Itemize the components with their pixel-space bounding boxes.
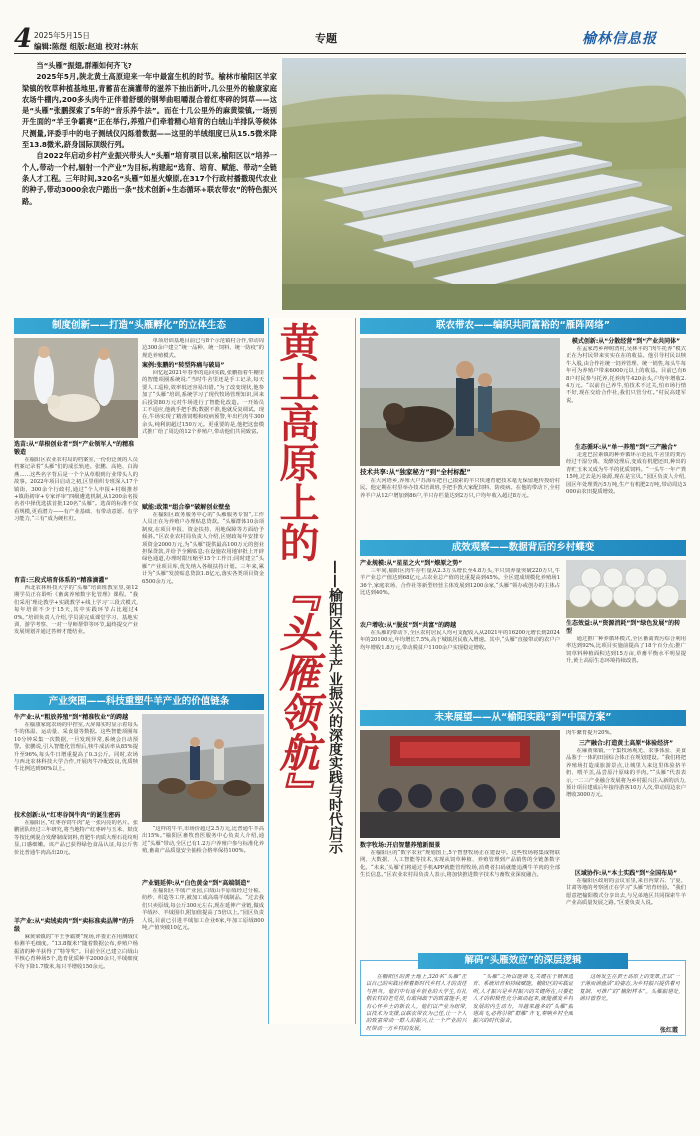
meeting-illustration bbox=[360, 730, 560, 838]
subheading-integration: 三产融合:打造黄土高原“体验经济” bbox=[578, 740, 674, 747]
subheading-sheep: 羊产业:从“卖绒卖肉”到“卖标准卖品牌”的升级 bbox=[14, 918, 135, 933]
header-rule bbox=[14, 53, 686, 54]
technician-photo bbox=[360, 338, 560, 466]
closing-paragraph: 在榆阳区的黄土地上,320名“头雁”正以自己的实践诠释着新时代乡村人才的责任与担当。他们中有返乡创业的大学生,有扎根农村的老党员,有敢闯敢干的致富能手,更有心怀乡土的新农人。他们以产业为纽带,以技术为支撑,以联农带农为己任,让一个人的致富带动一群人的振兴,让一个产业的兴旺带动一方乡村的发展。 bbox=[366, 974, 467, 1032]
closing-paragraph: 这场发生在黄土高原上的变革,正以“一子落而满盘活”的姿态,为乡村振兴提供着可复制、可推广的“榆阳样本”。头雁振翅处,满目皆春光。 bbox=[579, 974, 681, 1003]
right-column-text-5 bbox=[566, 730, 686, 950]
subheading-region: 区域协作:从“本土实践”到“全国布局” bbox=[574, 870, 678, 877]
meeting-photo bbox=[360, 730, 560, 838]
subheading-tech: 技术创新:从“红枣谷饲牛肉”的诞生密码 bbox=[14, 812, 121, 819]
photo-caption: 技术共享:从“独家秘方”到“全村标配” bbox=[360, 468, 471, 476]
page-number: 4 bbox=[14, 24, 33, 54]
barn-illustration bbox=[142, 714, 264, 822]
body-paragraph: 在榆阳区政务服务中心的“头雁服务专窗”,工作人员正在为养殖户办理贴息贷款。“头雁群体10余项制度,在项目申报、资金扶持、用地保障等方面给予倾斜。”区农业农村局负责人介绍,区财政每年安排专项资金2000万元,为“头雁”提供最高100万元的创业担保贷款,并给予全额贴息;在设施农用地审批上开辟绿色通道,办理时限压缩至15个工作日;同时建立“头雁”产业项目库,优先纳入各级扶持计划。三年来,累计为“头雁”发放贴息贷款1.8亿元,落实各类项目资金6500余万元。 bbox=[142, 512, 264, 585]
closing-col-3 bbox=[579, 974, 680, 1034]
left-column-text-2 bbox=[142, 338, 264, 688]
subheading-model: 模式创新:从“分散经营”到“产业共同体” bbox=[571, 338, 681, 345]
body-paragraph: 回忆起2021年春季的巡回实践,张鹏指着牛棚里的智能项圈系统说:“当时牛舍里还是手工记录,每天要人工巡检,效率低还容易出错。”为了改变现状,他参加了“头雁”培训,系统学习了现代牧场管理知识,回来后投资80万元对牛场进行了智能化改造。一开始员工不适应,他就手把手教;数据不准,他就反复调试。现在,牛场实现了精准饲喂和疫病预警,年出栏肉牛300余头,纯利润超过150万元。更重要的是,他把这套模式推广给了周边的12个养殖户,带动他们共同致富。 bbox=[142, 370, 264, 436]
subheading-digital: 数字牧场:开启智慧养殖新图景 bbox=[360, 842, 441, 849]
subheading-income: 农户增收:从“脱贫”到“共富”的跨越 bbox=[360, 622, 457, 629]
sheep-vet-photo bbox=[14, 338, 138, 438]
body-paragraph: 在榆阳区,“红枣谷饲牛肉”是一张闪亮的名片。张鹏团队经过三年研究,将当地特产红枣碎与玉米、麸皮等按比例混合发酵制成饲料,育肥牛肉质大理石花纹明显,口感细嫩。该产品已获得绿色食品认证,每公斤售价比普通牛肉高出20元。 bbox=[14, 820, 138, 856]
subheading-training: 育苗:三段式培育体系的“精准滴灌” bbox=[14, 577, 109, 584]
section-bar-institution: 制度创新——打造“头雁孵化”的立体生态 bbox=[14, 318, 264, 334]
body-paragraph: 在榆阳区农业农村局的档案室,一份份泛黄的人员档案记录着“头雁”们的成长轨迹。张鹏、高艳、白海燕……这些名字背后是一个个从草根到行业带头人的故事。2022年项目启动之初,区里组织专班深入17个镇街、300余个行政村,通过“个人申报+村级推荐+镇街初审+专家评审”四级遴选机制,从1200余名报名者中择优选拔首批120名“头雁”。选苗的标准不仅看规模,更看潜力——有产业基础、有带动意愿、有学习能力,“三有”成为硬杠杠。 bbox=[14, 457, 138, 523]
left-column-text-4 bbox=[142, 826, 264, 1122]
author-signature: 张红霞 bbox=[660, 1027, 679, 1034]
intro-paragraph: 自2022年启动乡村产业振兴带头人“头雁”培育项目以来,榆阳区以“培养一个人,带动一个村,辐射一个产业”为目标,构建起“选育、培育、赋能、带动”全链条人才工程。三年时间,320名“头雁”如星火燎原,在317个行政村播撒现代农业的种子,带动3000余农户踏出一条“技术创新+生态循环+联农带农”的特色振兴路。 bbox=[22, 151, 277, 206]
subheading-policy: 赋能:政策“组合拳”破解创业壁垒 bbox=[142, 504, 231, 511]
right-column-text-3 bbox=[566, 620, 686, 706]
body-paragraph: “这样的牛羊,市场价超过2.5万元,比普通牛羊高出15%。”榆阳区畜牧兽医服务中心负责人介绍,通过“头雁”带动,全区已有1.2万户养殖户参与标准化养殖,畜禽产品质量安全抽检合格率保持100%。 bbox=[142, 826, 264, 855]
technician-illustration bbox=[360, 338, 560, 466]
body-paragraph: 在头雁的带动下,全区农村居民人均可支配收入从2021年的16200元增长到2024年的20100元,年均增长7.5%,高于城镇居民收入增速。其中,“头雁”直接带动的农户户均年增收1.8万元,带动脱贫户1100余户实现稳定增收。 bbox=[360, 630, 560, 651]
closing-columns bbox=[366, 974, 680, 1034]
ranch-illustration bbox=[282, 58, 686, 310]
subheading-scale: 产业规模:从“星星之火”到“燎原之势” bbox=[360, 560, 463, 567]
headline-subtitle: ——榆阳区牛羊产业振兴的深度实践与时代启示 bbox=[327, 560, 343, 854]
right-column-text-4 bbox=[360, 842, 560, 950]
subheading-eco: 生态循环:从“单一养殖”到“三产融合” bbox=[574, 444, 678, 451]
section-bar-results: 成效观察——数据背后的乡村蝶变 bbox=[360, 540, 686, 556]
headline-main-top: 黄土高原上的 bbox=[273, 322, 320, 562]
body-paragraph: 三年间,榆阳区肉牛存栏量从2.3万头增长至4.8万头,羊只饲养量突破220万只,牛羊产业总产值达到68亿元,占农业总产值的比重提高到45%。全区建成规模化养殖场136个,家庭农场、合作社等新型经营主体发展到1200余家,“头雁”领办或创办的主体占比达到40%。 bbox=[360, 568, 560, 597]
section-bar-outlook: 未来展望——从“榆阳实践”到“中国方案” bbox=[360, 710, 686, 726]
subheading-cattle: 牛产业:从“粗放养殖”到“精准牧业”的跨越 bbox=[14, 714, 129, 721]
vet-illustration bbox=[14, 338, 138, 438]
right-column-text bbox=[566, 338, 686, 538]
body-paragraph: 走进巴拉素镇的种养循环示范园,牛舍里的粪污经过干湿分离、发酵处理后,变成有机肥还田,种出的青贮玉米又成为牛羊的优质饲料。“一头牛一年产粪15吨,过去是污染源,现在是宝贝。”园区负责人介绍,园区年处理粪污5万吨,生产有机肥2万吨,带动周边3000亩农田提质增效。 bbox=[566, 452, 686, 496]
subheading-ecology: 生态效益:从“资源消耗”到“绿色发展”的转型 bbox=[566, 620, 681, 635]
aerial-ranch-photo bbox=[282, 58, 686, 310]
body-paragraph: 肉牛繁育提升20%。 bbox=[566, 730, 615, 736]
closing-paragraph: “头雁”之所以能领飞,关键在于精准选育、系统培育和持续赋能。榆阳区的实践证明,人才振兴是乡村振兴的关键所在,只要把人才的积极性充分调动起来,就能激发乡村发展的内生动力。当越来越多的“头雁”振翅高飞,必将引领“群雁”齐飞,奏响乡村全面振兴的时代强音。 bbox=[472, 974, 574, 1025]
masthead-logo: 榆林信息报 bbox=[582, 31, 657, 47]
left-column-text-3 bbox=[14, 714, 138, 1122]
subheading-chain: 产业链延伸:从“白色黄金”到“高端制造” bbox=[142, 880, 251, 887]
section-bar-closing: 解码“头雁效应”的深层逻辑 bbox=[418, 953, 628, 969]
body-paragraph: 在榆阳区政府的会议室里,来自内蒙古、宁夏、甘肃等地的考察团正在学习“头雁”培育经验。“我们愿意把榆阳模式分享出去,与兄弟地区共同探索牛羊产业高质量发展之路。”区委负责人说。 bbox=[566, 878, 686, 907]
body-paragraph: 在麻黄梁镇,一个集牧场观光、农事体验、美食品鉴于一体的田园综合体正在规划建设。“我们将把养殖场打造成旅游景点,让城里人来这里体验挤羊奶、喂羊羔,品尝原汁原味的羊肉。”“头雁”代表表示,一二三产业融合发展将为乡村振兴注入新的活力,预计项目建成后年接待游客10万人次,带动周边农户增收3000万元。 bbox=[566, 748, 686, 799]
headline-main-bottom: 『头雁领航』 bbox=[273, 572, 320, 812]
left-column-text bbox=[14, 441, 138, 691]
body-paragraph: 麻黄梁镇的“羊王争霸赛”现场,评委正在用测绒仪检测羊毛细度。“13.8微米!”随着数据公布,养殖户杨振清的种羊获得了“特等奖”。目前全区已建立白绒山羊核心育种场5个,选育优质种羊2000余只,羊绒细度平均下降1.7微米,每只羊增收150余元。 bbox=[14, 934, 138, 970]
body-paragraph: 在大河塔乡,养殖大户苏海军把自己摸索的羊只快速育肥技术毫无保留地传授给村民。他定期在村里举办技术培训班,手把手教大家配饲料、防疫病。在他的带动下,全村养羊户从12户增加到86户,羊只存栏量达到2万只,户均年收入超过8万元。 bbox=[360, 478, 560, 499]
section-name: 专题 bbox=[315, 32, 337, 45]
body-paragraph: 单项培训基地目前已与8个示范镇村合作,带动周边300余户建立“统一品种、统一饲料、统一防疫”的规范养殖模式。 bbox=[142, 338, 264, 359]
intro-lead: 当“头雁”振翅,群雁如何齐飞? bbox=[36, 61, 132, 70]
body-paragraph: 在孟家湾乡神树湾村,吴林平的“肉牛托养”模式正在为村民带来实实在在的收益。他引导村民以犊牛入股,由合作社统一饲养管理、统一销售,每头牛每年可为养殖户带来6000元以上的收益。目前已有68户村民参与托养,托养肉牛420余头,户均年增收2.4万元。“以前自己养牛,怕技术不过关,怕市场行情不好,现在交给合作社,我们只管分红。”村民高建军说。 bbox=[566, 346, 686, 404]
section-bar-cooperation: 联农带农——编织共同富裕的“雁阵网络” bbox=[360, 318, 686, 334]
issue-date: 2025年5月15日 bbox=[34, 31, 90, 40]
body-paragraph: 在榆阳区的“数字农业”规划图上,5个智慧牧场正在建设中。这些牧场将集成物联网、大数据、人工智能等技术,实现从饲草种植、养殖管理到产品销售的全链条数字化。“未来,‘头雁’们将通过手机APP就能管理牧场,消费者扫码就能追溯牛羊肉的全部生长信息。”区农业农村局负责人表示,将加快推进数字技术与畜牧业深度融合。 bbox=[360, 850, 560, 879]
body-paragraph: 西北农林科技大学的“头雁”培训班教室里,第12期学员正在聆听《畜禽养殖数字化管理》课程。“我们采用‘理论教学+实践教学+线上学习’三段式模式,每年培训不少于15天,其中实践环节占比超过40%。”培训负责人介绍,学员需完成课堂学习、基地实训、游学考察、一对一导师帮带等环节,最终提交产业发展规划并通过答辩才能结业。 bbox=[14, 585, 138, 636]
intro-block bbox=[22, 60, 277, 207]
hay-bales-photo bbox=[566, 560, 686, 618]
body-paragraph: 在榆阳区羊绒产业园,白绒山羊原绒经过分梳、纺纱、织造等工序,被加工成高端羊绒制品。“过去我们只卖原绒,每公斤300元左右,现在延伸产业链,做成羊绒衫、羊绒围巾,附加值提高了5倍以上。”园区负责人说,目前已引进羊绒加工企业6家,年加工原绒800吨,产值突破10亿元。 bbox=[142, 888, 264, 932]
body-paragraph: 通过推广种养循环模式,全区畜禽粪污综合利用率达到92%,比项目实施前提高了18个百分点;推广饲草料种植面积达到15万亩,草畜平衡水平明显提升,黄土高原生态环境持续改善。 bbox=[566, 636, 686, 665]
cattle-barn-photo bbox=[142, 714, 264, 822]
editors-line: 编辑:陈煜 组版:赵迪 校对:林东 bbox=[34, 42, 139, 51]
intro-paragraph: 2025年5月,陕北黄土高原迎来一年中最富生机的时节。榆林市榆阳区羊家梁镇的牧草种植基地里,青蓄苗在滴灌带的滋养下抽出新叶,几公里外的榆康家庭农场牛棚内,200多头肉牛正伴着舒缓的钢琴曲咀嚼混合着红枣碎的饲草——这是“头雁”张鹏探索了5年的“音乐养牛法”。而在十几公里外的麻黄梁镇,一场别开生面的“羊王争霸赛”正在举行,养殖户们牵着精心培育的白绒山羊排队等候体尺测量,评委手中的电子测绒仪闪烁着数据——这里的羊绒细度已从15.5微米降至13.8微米,跻身国际顶级行列。 bbox=[22, 72, 277, 150]
body-paragraph: 在榆康家庭农场的中控室,大屏幕实时显示着每头牛的体温、运动量、采食量等数据。这些智能项圈每10分钟采集一次数据,一旦发现异常,系统会自动预警。张鹏说,引入智能化管理后,犊牛成活率从85%提升至96%,每头牛日增重提高了0.3公斤。同时,农场与西北农林科技大学合作,开展肉牛冷配改良,优质犊牛比例达到90%以上。 bbox=[14, 722, 138, 773]
section-bar-industry: 产业突围——科技重塑牛羊产业的价值链条 bbox=[14, 694, 264, 710]
subheading-selection: 选苗:从“草根创业者”到“产业领军人”的精准锻造 bbox=[14, 441, 135, 456]
right-column-text-2 bbox=[360, 560, 560, 706]
bales-illustration bbox=[566, 560, 686, 618]
subheading-case: 案例:张鹏的“转型阵痛与破局” bbox=[142, 362, 225, 369]
